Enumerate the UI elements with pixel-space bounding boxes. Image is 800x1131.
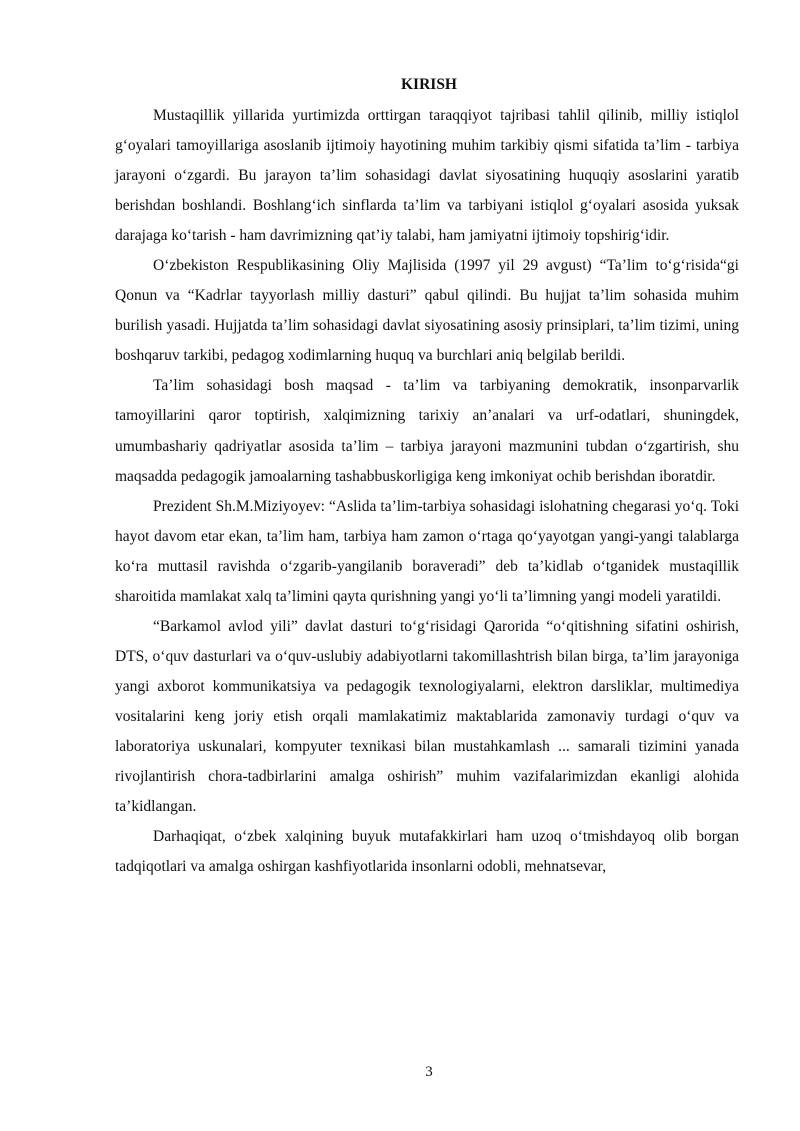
paragraph: Prezident Sh.M.Miziyoyev: “Aslida ta’lim-tarbiya sohasidagi islohatning chegarasi yo‘q. Toki hayot davom etar ekan, ta’lim ham, tarbiya ham zamon o‘rtaga qo‘yayotgan yangi-yangi talablarga ko‘ra muttasil ravishda o‘zgarib-yangilanib boraveradi” deb ta’kidlab o‘tganidek mustaqillik sharoitida mamlakat xalq ta’limini qayta qurishning yangi yo‘li ta’limning yangi modeli yaratildi.: [115, 497, 739, 605]
paragraph: Ta’lim sohasidagi bosh maqsad - ta’lim va tarbiyaning demokratik, insonparvarlik tamoyillarini qaror toptirish, xalqimizning tarixiy an’analari va urf-odatlari, shuningdek, umumbashariy qadriyatlar asosida ta’lim – tarbiya jarayoni mazmunini tubdan o‘zgartirish, shu maqsadda pedagogik jamoalarning tashabbuskorligiga keng imkoniyat ochib berishdan iboratdir.: [115, 377, 739, 485]
section-heading: KIRISH: [401, 76, 457, 93]
paragraph: Mustaqillik yillarida yurtimizda orttirgan taraqqiyot tajribasi tahlil qilinib, milliy istiqlol g‘oyalari tamoyillariga asoslanib ijtimoiy hayotining muhim tarkibiy qismi sifatida ta’lim - tarbiya jarayoni o‘zgardi. Bu jarayon ta’lim sohasidagi davlat siyosatining huquqiy asoslarini yaratib berishdan boshlandi. Boshlang‘ich sinflarda ta’lim va tarbiyani istiqlol g‘oyalari asosida yuksak darajaga ko‘tarish - ham davrimizning qat’iy talabi, ham jamiyatni ijtimoiy topshirig‘idir.: [115, 107, 739, 245]
paragraph: Darhaqiqat, o‘zbek xalqining buyuk mutafakkirlari ham uzoq o‘tmishdayoq olib borgan tadqiqotlari va amalga oshirgan kashfiyotlarida insonlarni odobli, mehnatsevar,: [115, 828, 739, 876]
paragraph: “Barkamol avlod yili” davlat dasturi to‘g‘risidagi Qarorida “o‘qitishning sifatini oshirish, DTS, o‘quv dasturlari va o‘quv-uslubiy adabiyotlarni takomillashtrish bilan birga, ta’lim jarayoniga yangi axborot kommunikatsiya va pedagogik texnologiyalarni, elektron darsliklar, multimediya vositalarini keng joriy etish orqali mamlakatimiz maktablarida zamonaviy turdagi o‘quv va laboratoriya uskunalari, kompyuter texnikasi bilan mustahkamlash ... samarali tizimini yanada rivojlantirish chora-tadbirlarini amalga oshirish” muhim vazifalarimizdan ekanligi alohida ta’kidlangan.: [115, 617, 739, 816]
document-body: [115, 101, 739, 882]
paragraph: O‘zbekiston Respublikasining Oliy Majlisida (1997 yil 29 avgust) “Ta’lim to‘g‘risida“gi Qonun va “Kadrlar tayyorlash milliy dasturi” qabul qilindi. Bu hujjat ta’lim sohasida muhim burilish yasadi. Hujjatda ta’lim sohasidagi davlat siyosatining asosiy prinsiplari, ta’lim tizimi, uning boshqaruv tarkibi, pedagog xodimlarning huquq va burchlari aniq belgilab berildi.: [115, 257, 739, 365]
page-number: 3: [425, 1064, 433, 1080]
